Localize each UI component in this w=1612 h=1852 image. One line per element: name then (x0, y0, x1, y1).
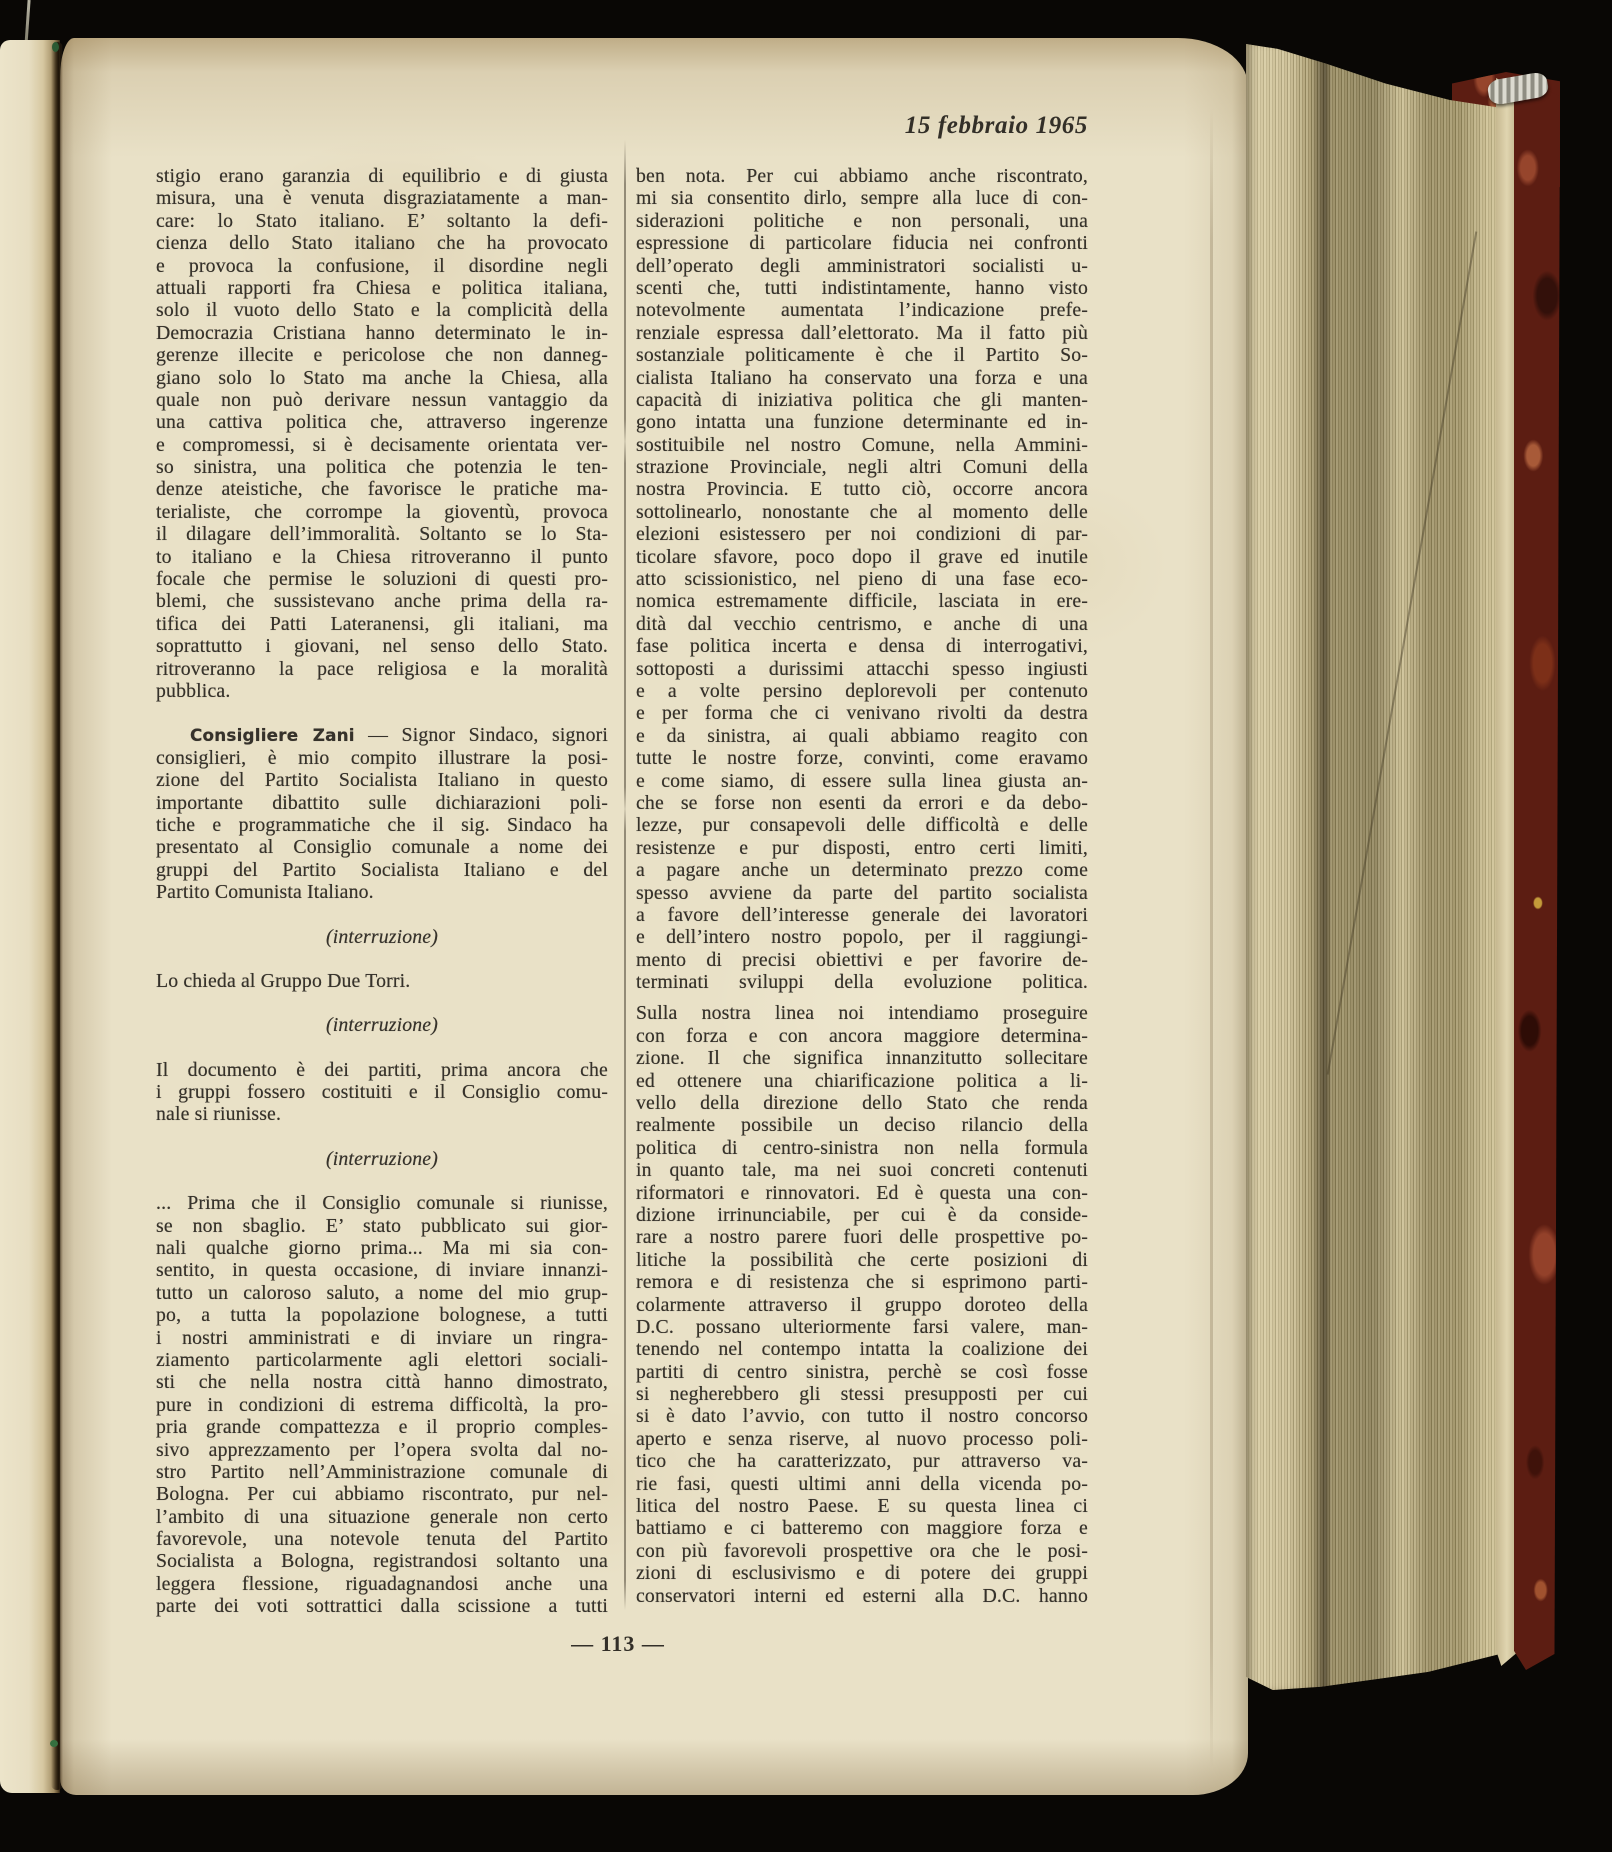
page-curl-shadow (1210, 108, 1213, 1768)
green-speck-top (52, 42, 59, 52)
text-line: parte dei voti sottrattici dalla scissione a tutti (156, 1595, 608, 1618)
page-number: — 113 — (571, 1631, 665, 1656)
text-line: siderazioni politiche e non personali, una (636, 209, 1088, 232)
text-line: pubblica. (156, 679, 231, 702)
text-line: leggera flessione, riguadagnandosi anche una (156, 1572, 608, 1595)
text-line: misura, una è venuta disgraziatamente a man- (156, 187, 608, 210)
text-line: ben nota. Per cui abbiamo anche riscontrato, (636, 165, 1088, 187)
text-line: consiglieri, è mio compito illustrare la posi- (156, 746, 608, 769)
text-line: litiche la possibilità che certe posizioni di (636, 1248, 1088, 1271)
text-line: politica di centro-sinistra non nella formula (636, 1136, 1088, 1159)
fore-edge-pages (1246, 44, 1514, 1690)
text-line: realmente possibile un deciso rilancio della (636, 1114, 1088, 1137)
text-line: nale si riunisse. (156, 1103, 282, 1126)
text-line: pria grande compattezza e il proprio comples- (156, 1416, 608, 1439)
text-line: D.C. possano ulteriormente farsi valere, man- (636, 1315, 1088, 1338)
text-line: tiche e programmatiche che il sig. Sindaco ha (156, 813, 608, 836)
text-line: strazione Provinciale, negli altri Comuni della (636, 456, 1088, 479)
gutter-crease (51, 42, 63, 1790)
text-line: attuali rapporti fra Chiesa e politica italiana, (156, 276, 608, 299)
text-line: con più favorevoli prospettive ora che le posi- (636, 1539, 1088, 1562)
text-line: i nostri amministrati e di inviare un ringra- (156, 1326, 608, 1349)
text-line: zione. Il che significa innanzitutto sollecitare (636, 1047, 1088, 1070)
text-line: l’ambito di una situazione generale non certo (156, 1505, 608, 1528)
text-line: denze ateistiche, che favorisce le pratiche ma- (156, 478, 608, 501)
text-line: a favore dell’interesse generale dei lavoratori (636, 903, 1088, 926)
text-line: ritroveranno la pace religiosa e la moralità (156, 657, 608, 680)
text-line: solo il vuoto dello Stato e la complicità della (156, 299, 608, 322)
text-line: mento di precisi obiettivi e per favorire de- (636, 948, 1088, 971)
text-line: i gruppi fossero costituiti e il Consiglio comu- (156, 1081, 608, 1104)
text-line: che se forse non esenti da errori e da debo- (636, 791, 1088, 814)
text-line: cialista Italiano ha conservato una forza e una (636, 366, 1088, 389)
text-line: lezze, pur consapevoli delle difficoltà e delle (636, 814, 1088, 837)
text-line: remora e di resistenza che si esprimono parti- (636, 1271, 1088, 1294)
text-line: focale che permise le soluzioni di questi pro- (156, 568, 608, 591)
text-line: Democrazia Cristiana hanno determinato le in- (156, 321, 608, 344)
text-line: importante dibattito sulle dichiarazioni poli- (156, 791, 608, 814)
text-line: tenendo nel contempo intatta la coalizione dei (636, 1338, 1088, 1361)
text-line: zioni di esclusivismo e di potere dei gruppi (636, 1562, 1088, 1585)
text-line: nali qualche giorno prima... Ma mi sia con- (156, 1237, 608, 1260)
text-line: quale non può derivare nessun vantaggio da (156, 388, 608, 411)
text-line: espressione di particolare fiducia nei confronti (636, 232, 1088, 255)
text-line: spesso avviene da parte del partito socialista (636, 881, 1088, 904)
text-line: aperto e senza riserve, al nuovo processo poli- (636, 1427, 1088, 1450)
text-line: litica del nostro Paese. E su questa linea ci (636, 1495, 1088, 1518)
text-line: cienza dello Stato italiano che ha provocato (156, 232, 608, 255)
stage-direction-line: (interruzione) (326, 1014, 438, 1037)
text-line: rare a nostro parere fuori delle prospettive po- (636, 1226, 1088, 1249)
text-line: si negherebbero gli stessi presupposti per cui (636, 1383, 1088, 1406)
text-line: si è dato l’avvio, con tutto il nostro concorso (636, 1405, 1088, 1428)
text-line: renziale espressa dall’elettorato. Ma il fatto più (636, 321, 1088, 344)
column-right (636, 165, 1088, 1607)
text-line: sivo apprezzamento per l’opera svolta dal no- (156, 1438, 608, 1461)
text-line: sti che nella nostra città hanno dimostrato, (156, 1371, 608, 1394)
text-line: tutte le nostre forze, convinti, come eravamo (636, 747, 1088, 770)
speaker-name: Consigliere Zani (190, 725, 355, 746)
text-line: ziamento particolarmente agli elettori sociali- (156, 1348, 608, 1371)
text-line: blemi, che sussistevano anche prima della ra- (156, 590, 608, 613)
text-line: Socialista a Bologna, registrandosi soltanto una (156, 1550, 608, 1573)
book-page (60, 38, 1248, 1795)
text-line: atto scissionistico, nel pieno di una fase eco- (636, 568, 1088, 591)
stage-direction-line: (interruzione) (326, 1147, 438, 1170)
text-line: una cattiva politica che, attraverso ingerenze (156, 411, 608, 434)
marbled-cover (1514, 72, 1560, 1670)
text-line: e compromessi, si è decisamente orientata ver- (156, 433, 608, 456)
text-line: battiamo e ci batteremo con maggiore forza e (636, 1517, 1088, 1540)
text-line: tutto un caloroso saluto, a nome del mio grup- (156, 1281, 608, 1304)
text-line: conservatori interni ed esterni alla D.C. hanno (636, 1584, 1088, 1607)
text-line: Il documento è dei partiti, prima ancora che (156, 1058, 608, 1081)
text-line: dell’operato degli amministratori socialisti u- (636, 254, 1088, 277)
text-line: Sulla nostra linea noi intendiamo proseguire (636, 1002, 1088, 1025)
text-line: stigio erano garanzia di equilibrio e di giusta (156, 165, 608, 187)
text-line: terialiste, che corrompe la gioventù, provoca (156, 500, 608, 523)
text-line: sottoposti a durissimi attacchi spesso ingiusti (636, 657, 1088, 680)
text-line: rie fasi, questi ultimi anni della vicenda po- (636, 1472, 1088, 1495)
text-line: riformatori e rinnovatori. Ed è questa una con- (636, 1181, 1088, 1204)
stage-direction-line: (interruzione) (326, 925, 438, 948)
text-line: tifica dei Patti Lateranensi, gli italiani, ma (156, 612, 608, 635)
text-line: in quanto tale, ma nei suoi concreti contenuti (636, 1159, 1088, 1182)
text-line: dizione irrinunciabile, per cui è da conside- (636, 1203, 1088, 1226)
text-line: ed ottenere una chiarificazione politica a li- (636, 1069, 1088, 1092)
text-line: sentito, in questa occasione, di inviare innanzi- (156, 1259, 608, 1282)
text-line: fase politica incerta e densa di interrogativi, (636, 635, 1088, 658)
text-line: Bologna. Per cui abbiamo riscontrato, pur nel- (156, 1483, 608, 1506)
text-line: pure in condizioni di estrema difficoltà, la pro- (156, 1393, 608, 1416)
text-line: po, a tutta la popolazione bolognese, a tutti (156, 1304, 608, 1327)
text-line: e da sinistra, ai quali abbiamo reagito con (636, 724, 1088, 747)
text-line: care: lo Stato italiano. E’ soltanto la defi- (156, 209, 608, 232)
text-line: ticolare sfavore, poco dopo il grave ed inutile (636, 545, 1088, 568)
text-line: Lo chieda al Gruppo Due Torri. (156, 969, 411, 992)
text-line: resistenze e pur disposti, entro certi limiti, (636, 836, 1088, 859)
text-line: con forza e con ancora maggiore determina- (636, 1024, 1088, 1047)
text-line: sostituibile nel nostro Comune, nella Ammini- (636, 433, 1088, 456)
text-line: gruppi del Partito Socialista Italiano e del (156, 858, 608, 881)
text-line: gono intatta una funzione determinante ed in- (636, 411, 1088, 434)
text-line: nostra Provincia. E tutto ciò, occorre ancora (636, 478, 1088, 501)
page-header-date: 15 febbraio 1965 (904, 112, 1088, 139)
text-line: mi sia consentito dirlo, sempre alla luce di con- (636, 187, 1088, 210)
text-line: e per forma che ci venivano rivolti da destra (636, 702, 1088, 725)
text-line: se non sbaglio. E’ stato pubblicato sui gior- (156, 1214, 608, 1237)
text-line: sottolinearlo, nonostante che al momento delle (636, 500, 1088, 523)
text-line: gerenze illecite e pericolose che non danneg- (156, 344, 608, 367)
text-line: so sinistra, una politica che potenzia le ten- (156, 456, 608, 479)
column-divider (624, 140, 626, 1610)
text-line: Partito Comunista Italiano. (156, 881, 374, 904)
text-line: stro Partito nell’Amministrazione comunale di (156, 1460, 608, 1483)
text-line: tico che ha caratterizzato, pur attraverso va- (636, 1450, 1088, 1473)
text-line: e dell’intero nostro popolo, per il raggiungi- (636, 926, 1088, 949)
text-line: dità dal vecchio centrismo, e anche di una (636, 612, 1088, 635)
text-line: Consigliere Zani — Signor Sindaco, signori (190, 724, 608, 747)
text-line: presentato al Consiglio comunale a nome dei (156, 836, 608, 859)
text-line: vello della direzione dello Stato che renda (636, 1092, 1088, 1115)
text-line: e come siamo, di essere sulla linea giusta an- (636, 769, 1088, 792)
text-line: favorevole, una notevole tenuta del Partito (156, 1528, 608, 1551)
text-line: e provoca la confusione, il disordine negli (156, 254, 608, 277)
text-line: il dilagare dell’immoralità. Soltanto se lo Sta- (156, 523, 608, 546)
text-line: a pagare anche un determinato prezzo come (636, 859, 1088, 882)
green-speck-bottom (50, 1740, 58, 1747)
column-left (156, 165, 608, 1618)
text-line: to italiano e la Chiesa ritroveranno il punto (156, 545, 608, 568)
text-line: e a volte persino deplorevoli per contenuto (636, 679, 1088, 702)
text-line: zione del Partito Socialista Italiano in questo (156, 769, 608, 792)
text-line: ... Prima che il Consiglio comunale si riunisse, (156, 1192, 608, 1215)
text-line: colarmente attraverso il gruppo doroteo della (636, 1293, 1088, 1316)
text-line: nomica estremamente difficile, lasciata in ere- (636, 590, 1088, 613)
text-line: capacità di iniziativa politica che gli manten- (636, 388, 1088, 411)
text-line: terminati sviluppi della evoluzione politica. (636, 971, 1088, 994)
text-line: giano solo lo Stato ma anche la Chiesa, alla (156, 366, 608, 389)
text-line: sostanziale politicamente è che il Partito So- (636, 344, 1088, 367)
text-line: partiti di centro sinistra, perchè se così fosse (636, 1360, 1088, 1383)
text-line: notevolmente aumentata l’indicazione prefe- (636, 299, 1088, 322)
text-line: scenti che, tutti indistintamente, hanno visto (636, 276, 1088, 299)
text-line: elezioni esistessero per noi condizioni di par- (636, 523, 1088, 546)
text-line: soprattutto i giovani, nel senso dello Stato. (156, 635, 608, 658)
